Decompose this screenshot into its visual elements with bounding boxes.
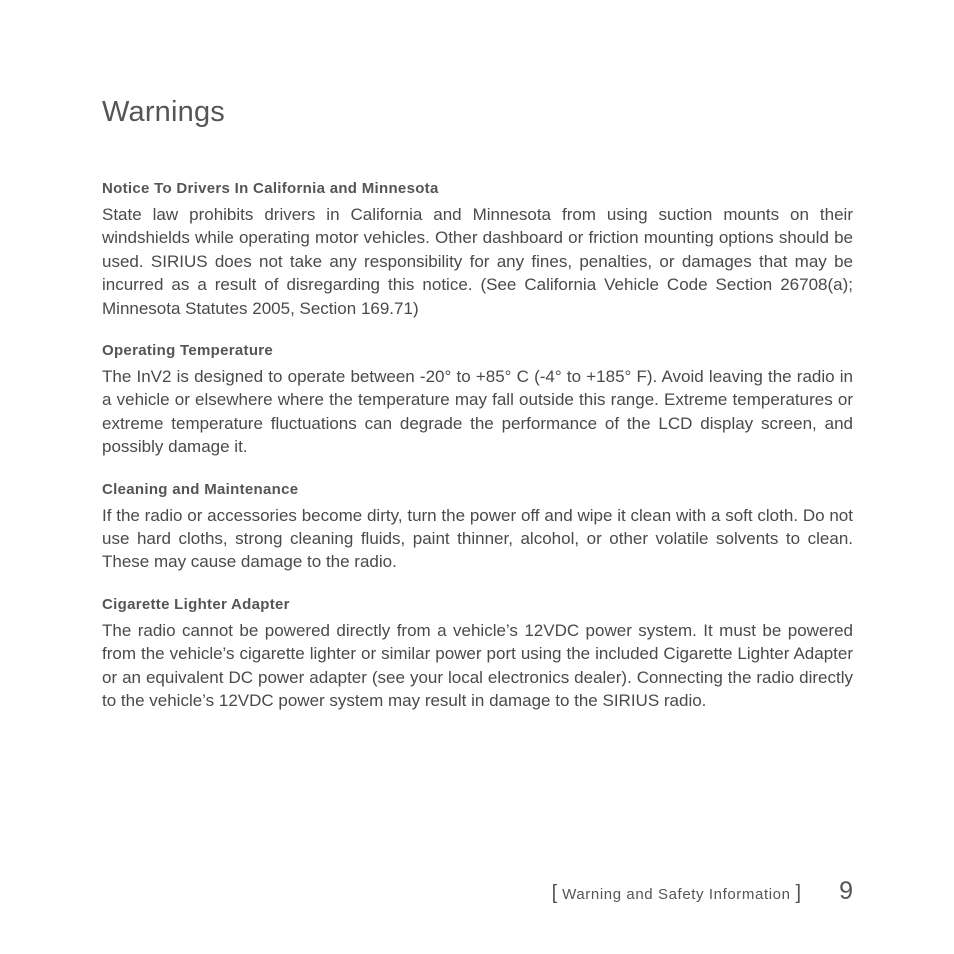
warnings-sections — [102, 180, 853, 735]
section-cleaning-maintenance — [102, 481, 853, 574]
section-heading: Notice To Drivers In California and Minnesota — [102, 180, 439, 197]
section-body: The InV2 is designed to operate between -20° to +85° C (-4° to +185° F). Avoid leaving the radio in a vehicle or elsewhere where the temperature may fall outside this range. Extreme temperatures or extreme temperature fluctuations can degrade the performance of the LCD display screen, and possibly damage it. — [102, 367, 853, 457]
footer-section-label: Warning and Safety Information — [562, 886, 791, 903]
footer-bracket-open: [ — [551, 882, 558, 904]
section-body: State law prohibits drivers in California and Minnesota from using suction mounts on their windshields while operating motor vehicles. Other dashboard or friction mounting options should be used. SIRIUS does not take any responsibility for any fines, penalties, or damages that may be incurred as a result of disregarding this notice. (See California Vehicle Code Section 26708(a); Minnesota Statutes 2005, Section 169.71) — [102, 205, 853, 318]
section-cigarette-lighter-adapter — [102, 596, 853, 713]
page-title: Warnings — [102, 96, 226, 128]
section-operating-temperature — [102, 342, 853, 459]
section-heading: Cigarette Lighter Adapter — [102, 595, 290, 613]
footer-bracket-close: ] — [795, 882, 802, 904]
page-number: 9 — [839, 877, 853, 905]
section-driver-notice — [102, 180, 853, 320]
section-heading: Cleaning and Maintenance — [102, 480, 299, 498]
section-heading: Operating Temperature — [102, 342, 274, 360]
section-body: If the radio or accessories become dirty, turn the power off and wipe it clean with a soft cloth. Do not use hard cloths, strong cleaning fluids, paint thinner, alcohol, or other volatile solvents to clean. These may cause damage to the radio. — [102, 505, 853, 572]
page-footer — [400, 877, 853, 906]
section-body: The radio cannot be powered directly from a vehicle’s 12VDC power system. It must be powered from the vehicle’s cigarette lighter or similar power port using the included Cigarette Lighter Adapter or an equivalent DC power adapter (see your local electronics dealer). Connecting the radio directly to the vehicle’s 12VDC power system may result in damage to the SIRIUS radio. — [102, 620, 853, 711]
